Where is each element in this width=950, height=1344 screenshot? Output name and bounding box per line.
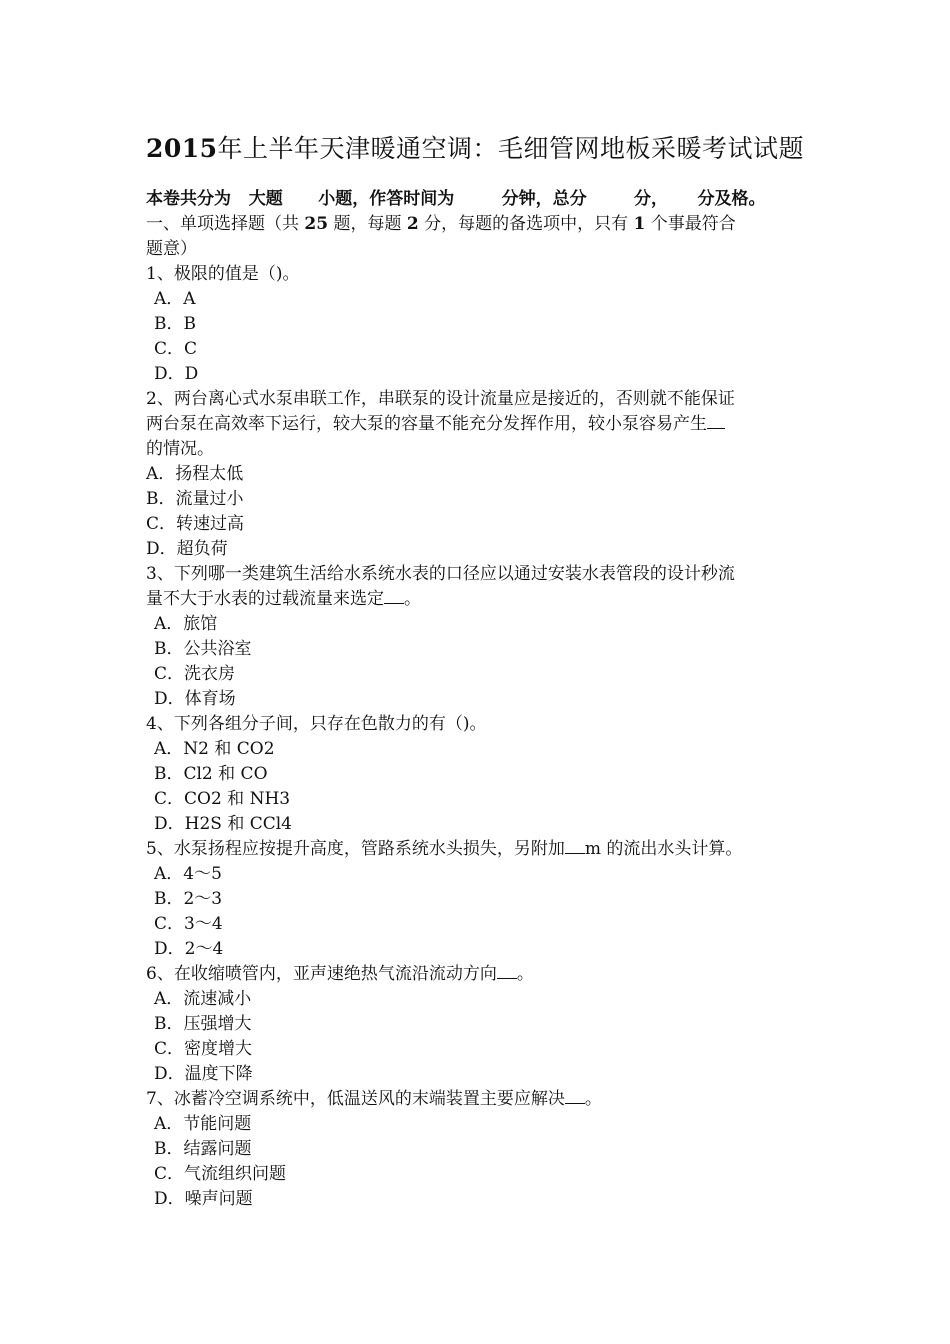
- document-title: [0, 134, 950, 164]
- section-text-d: 个事最符合: [645, 214, 736, 234]
- stem-text: 5、水泵扬程应按提升高度，管路系统水头损失，另附加: [146, 839, 565, 859]
- answer-blank: [497, 962, 517, 979]
- points-per-question: 2: [406, 214, 419, 234]
- option: C．C: [154, 339, 198, 359]
- question-stem-line: [146, 587, 816, 612]
- stem-text: 。: [516, 964, 534, 984]
- section-text-a: 一、单项选择题（共: [146, 214, 305, 234]
- option: A．A: [154, 289, 196, 309]
- option: D．D: [154, 364, 199, 384]
- option: B．2～3: [154, 889, 223, 909]
- answer-count: 1: [633, 214, 646, 234]
- option: A．节能问题: [154, 1114, 252, 1134]
- option: D．体育场: [154, 689, 236, 709]
- option: C．CO2 和 NH3: [154, 789, 291, 809]
- stem-text: 。: [404, 589, 421, 609]
- title-text: 年上半年天津暖通空调：毛细管网地板采暖考试试题: [217, 134, 805, 163]
- option: D．超负荷: [146, 539, 228, 559]
- option: A．N2 和 CO2: [154, 739, 275, 759]
- question-stem: 3、下列哪一类建筑生活给水系统水表的口径应以通过安装水表管段的设计秒流: [146, 564, 735, 584]
- option: D．H2S 和 CCl4: [154, 814, 292, 834]
- section-heading: [146, 212, 816, 237]
- answer-blank: [565, 1087, 585, 1104]
- question-stem: 1、极限的值是（)。: [146, 264, 300, 284]
- option: B．压强增大: [154, 1014, 252, 1034]
- question-count: 25: [304, 214, 329, 234]
- answer-blank: [384, 587, 404, 604]
- question-stem-line: 的情况。: [146, 439, 214, 459]
- answer-blank: [565, 837, 585, 854]
- question-stem: [146, 837, 816, 862]
- option: A．4～5: [154, 864, 222, 884]
- stem-text: 。: [584, 1089, 602, 1109]
- option: C．气流组织问题: [154, 1164, 287, 1184]
- stem-text: 7、冰蓄冷空调系统中，低温送风的末端装置主要应解决: [146, 1089, 565, 1109]
- question-stem: [146, 962, 816, 987]
- section-text-b: 题，每题: [328, 214, 407, 234]
- option: B．公共浴室: [154, 639, 252, 659]
- question-stem: 2、两台离心式水泵串联工作，串联泵的设计流量应是接近的，否则就不能保证: [146, 389, 735, 409]
- stem-text: 两台泵在高效率下运行，较大泵的容量不能充分发挥作用，较小泵容易产生: [146, 414, 707, 434]
- stem-text: 量不大于水表的过载流量来选定: [146, 589, 384, 609]
- option: A．旅馆: [154, 614, 218, 634]
- option: D．2～4: [154, 939, 224, 959]
- option: A．流速减小: [154, 989, 252, 1009]
- exam-summary: 本卷共分为 大题 小题，作答时间为 分钟，总分 分， 分及格。: [146, 189, 766, 209]
- option: B．结露问题: [154, 1139, 252, 1159]
- option: D．温度下降: [154, 1064, 253, 1084]
- option: D．噪声问题: [154, 1189, 253, 1209]
- option: A．扬程太低: [146, 464, 244, 484]
- stem-text: m 的流出水头计算。: [584, 839, 743, 859]
- question-stem: 4、下列各组分子间，只存在色散力的有（)。: [146, 714, 487, 734]
- option: B．B: [154, 314, 196, 334]
- option: C．3～4: [154, 914, 223, 934]
- title-year: 2015: [145, 134, 218, 163]
- section-heading-cont: 题意）: [146, 239, 197, 259]
- stem-text: 6、在收缩喷管内，亚声速绝热气流沿流动方向: [146, 964, 497, 984]
- option: C．密度增大: [154, 1039, 253, 1059]
- option: C．转速过高: [146, 514, 245, 534]
- question-stem: [146, 1087, 816, 1112]
- option: C．洗衣房: [154, 664, 236, 684]
- section-text-c: 分，每题的备选项中，只有: [418, 214, 634, 234]
- question-stem-line: [146, 412, 816, 437]
- option: B．流量过小: [146, 489, 244, 509]
- option: B．Cl2 和 CO: [154, 764, 268, 784]
- answer-blank: [707, 412, 725, 429]
